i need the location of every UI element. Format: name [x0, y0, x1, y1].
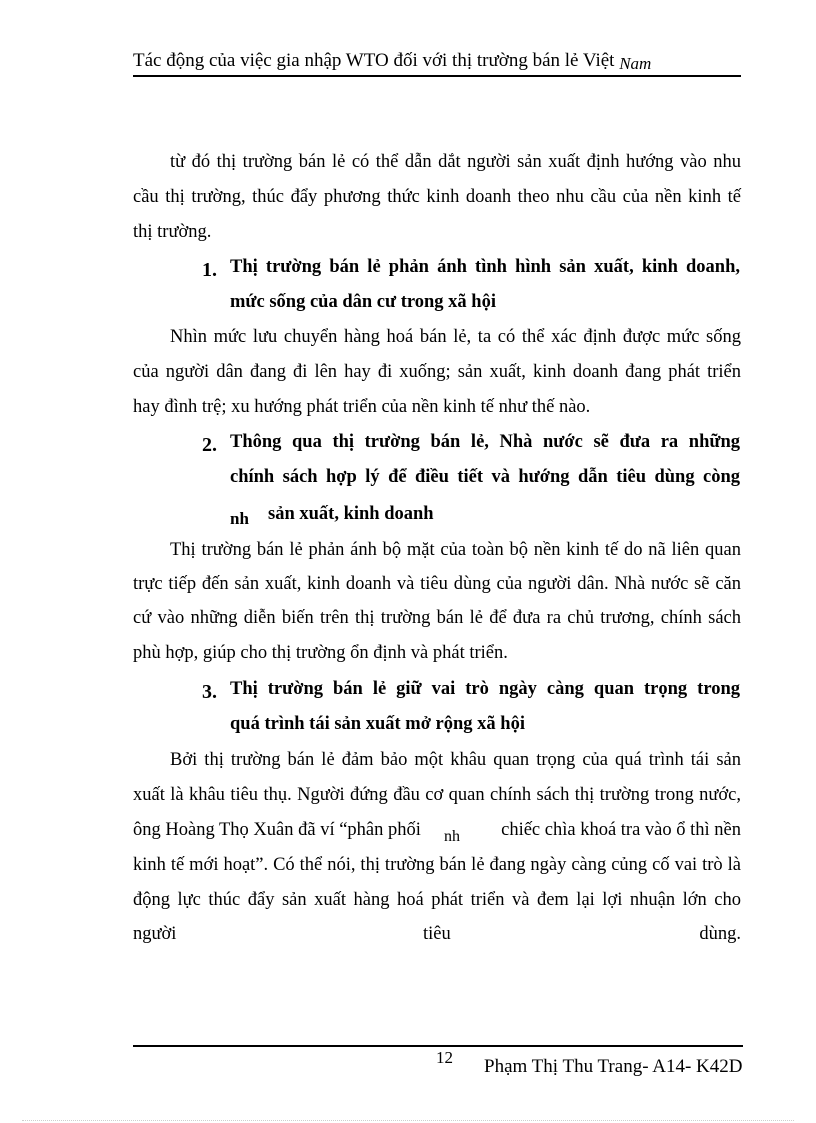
p3-line-6-a: người — [133, 924, 177, 944]
header-title-tail: Nam — [619, 54, 652, 73]
p3-line-6-b: tiêu — [423, 924, 451, 944]
heading-2-line-2: chính sách hợp lý để điều tiết và hướng dẫn tiêu dùng còng — [230, 467, 740, 487]
heading-3-number: 3. — [202, 681, 217, 703]
p3-line-3-a: ông Hoàng Thọ Xuân đã ví “phân phối — [133, 820, 421, 840]
heading-2-line-1: Thông qua thị trường bán lẻ, Nhà nước sẽ đưa ra những — [230, 432, 740, 452]
p3-line-2: xuất là khâu tiêu thụ. Người đứng đầu cơ quan chính sách thị trường trong nước, — [133, 785, 741, 805]
p1-line-2: của người dân đang đi lên hay đi xuống; sản xuất, kinh doanh đang phát triển — [133, 362, 741, 382]
intro-line-3: thị trường. — [133, 222, 212, 242]
p3-line-3-b: chiếc chìa khoá tra vào ổ thì nền — [501, 820, 741, 840]
p1-line-3: hay đình trệ; xu hướng phát triển của nền kinh tế như thế nào. — [133, 397, 591, 417]
bottom-dotted-line — [22, 1120, 794, 1121]
heading-2-line-3-fragment: nh — [230, 509, 249, 528]
footer-author: Phạm Thị Thu Trang- A14- K42D — [484, 1056, 743, 1077]
p3-line-1: Bởi thị trường bán lẻ đảm bảo một khâu quan trọng của quá trình tái sản — [170, 750, 741, 770]
heading-3-line-1: Thị trường bán lẻ giữ vai trò ngày càng quan trọng trong — [230, 679, 740, 699]
intro-line-1: từ đó thị trường bán lẻ có thể dẫn dắt người sản xuất định hướng vào nhu — [170, 152, 741, 172]
p1-line-1: Nhìn mức lưu chuyển hàng hoá bán lẻ, ta có thể xác định được mức sống — [170, 327, 741, 347]
heading-1-number: 1. — [202, 259, 217, 281]
p2-line-3: cứ vào những diễn biến trên thị trường bán lẻ để đưa ra chủ trương, chính sách — [133, 608, 741, 628]
heading-2-line-3: sản xuất, kinh doanh — [268, 504, 434, 524]
p3-line-6-c: dùng. — [699, 924, 741, 944]
heading-2-number: 2. — [202, 434, 217, 456]
p2-line-1: Thị trường bán lẻ phản ánh bộ mặt của toàn bộ nền kinh tế do nã liên quan — [170, 540, 741, 560]
heading-1-line-2: mức sống của dân cư trong xã hội — [230, 292, 496, 312]
footer-rule — [133, 1045, 743, 1047]
page-number: 12 — [436, 1048, 453, 1067]
p2-line-2: trực tiếp đến sản xuất, kinh doanh và tiêu dùng của người dân. Nhà nước sẽ căn — [133, 574, 741, 594]
p3-line-3-fragment: nh — [444, 828, 460, 845]
header-rule — [133, 75, 741, 77]
heading-1-line-1: Thị trường bán lẻ phản ánh tình hình sản xuất, kinh doanh, — [230, 257, 740, 277]
running-header — [133, 48, 741, 74]
p2-line-4: phù hợp, giúp cho thị trường ổn định và phát triển. — [133, 643, 508, 663]
header-title: Tác động của việc gia nhập WTO đối với thị trường bán lẻ Việt — [133, 50, 615, 71]
p3-line-4: kinh tế mới hoạt”. Có thể nói, thị trường bán lẻ đang ngày càng củng cố vai trò là — [133, 855, 741, 875]
heading-3-line-2: quá trình tái sản xuất mở rộng xã hội — [230, 714, 525, 734]
intro-line-2: cầu thị trường, thúc đẩy phương thức kinh doanh theo nhu cầu của nền kinh tế — [133, 187, 741, 207]
p3-line-5: động lực thúc đẩy sản xuất hàng hoá phát triển và đem lại lợi nhuận lớn cho — [133, 890, 741, 910]
